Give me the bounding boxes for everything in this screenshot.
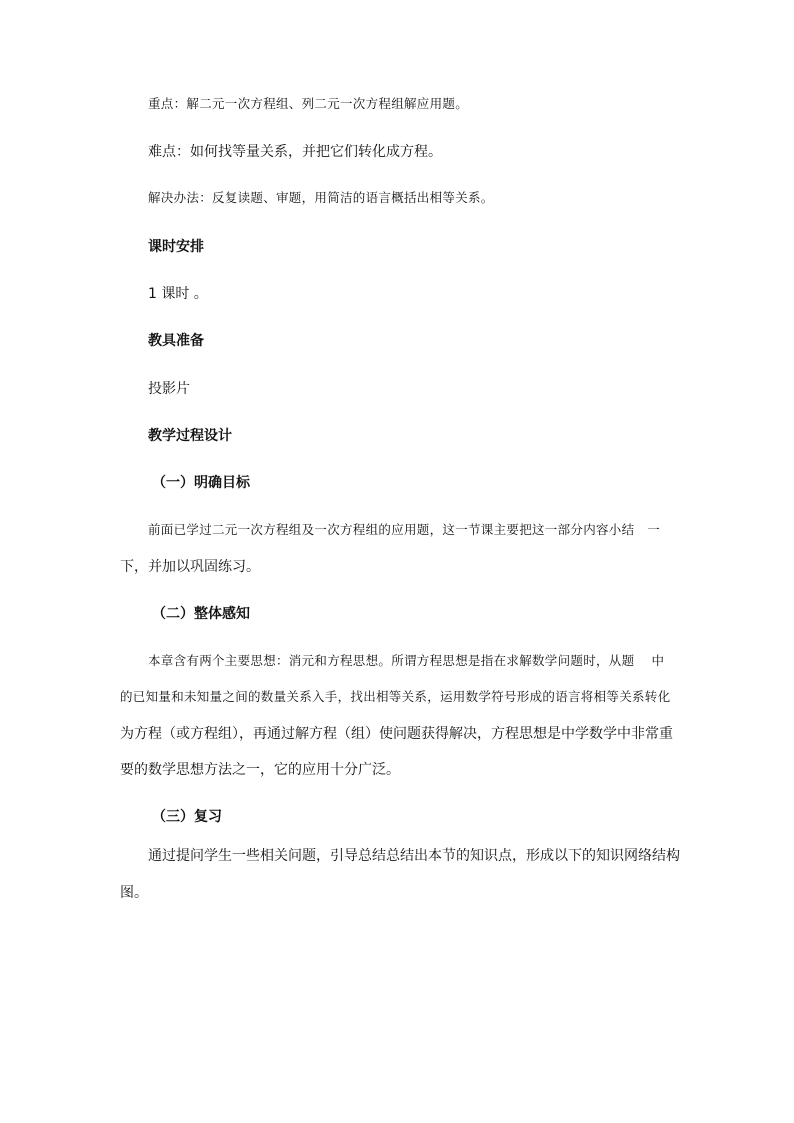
section2-heading: （二）整体感知 (152, 606, 250, 622)
schedule-heading: 课时安排 (148, 239, 204, 255)
section2-line2: 的已知量和未知量之间的数量关系入手，找出相等关系，运用数学符号形成的语言将相等关系转化 (120, 689, 671, 704)
section2-line4: 要的数学思想方法之一，它的应用十分广泛。 (120, 762, 400, 778)
schedule-text: 1 课时 。 (148, 286, 208, 302)
key-points-text: 重点：解二元一次方程组、列二元一次方程组解应用题。 (148, 96, 469, 111)
section3-line2: 图。 (120, 885, 148, 901)
tools-heading: 教具准备 (148, 333, 204, 349)
difficulties-text: 难点：如何找等量关系，并把它们转化成方程。 (148, 144, 442, 160)
section3-line1: 通过提问学生一些相关问题，引导总结总结出本节的知识点，形成以下的知识网络结构 (148, 848, 680, 864)
section2-line3: 为方程（或方程组），再通过解方程（组）使问题获得解决，方程思想是中学数学中非常重 (120, 726, 673, 742)
section3-heading: （三）复习 (152, 809, 222, 825)
process-heading: 教学过程设计 (148, 428, 232, 444)
section1-line1: 前面已学过二元一次方程组及一次方程组的应用题，这一节课主要把这一部分内容小结 一 (148, 522, 661, 537)
section2-line1: 本章含有两个主要思想：消元和方程思想。所谓方程思想是指在求解数学问题时，从题 中 (148, 653, 665, 668)
section1-line2: 下，并加以巩固练习。 (120, 559, 260, 575)
tools-text: 投影片 (148, 381, 190, 397)
section1-heading: （一）明确目标 (152, 475, 250, 491)
solution-text: 解决办法：反复读题、审题，用简洁的语言概括出相等关系。 (148, 190, 494, 205)
